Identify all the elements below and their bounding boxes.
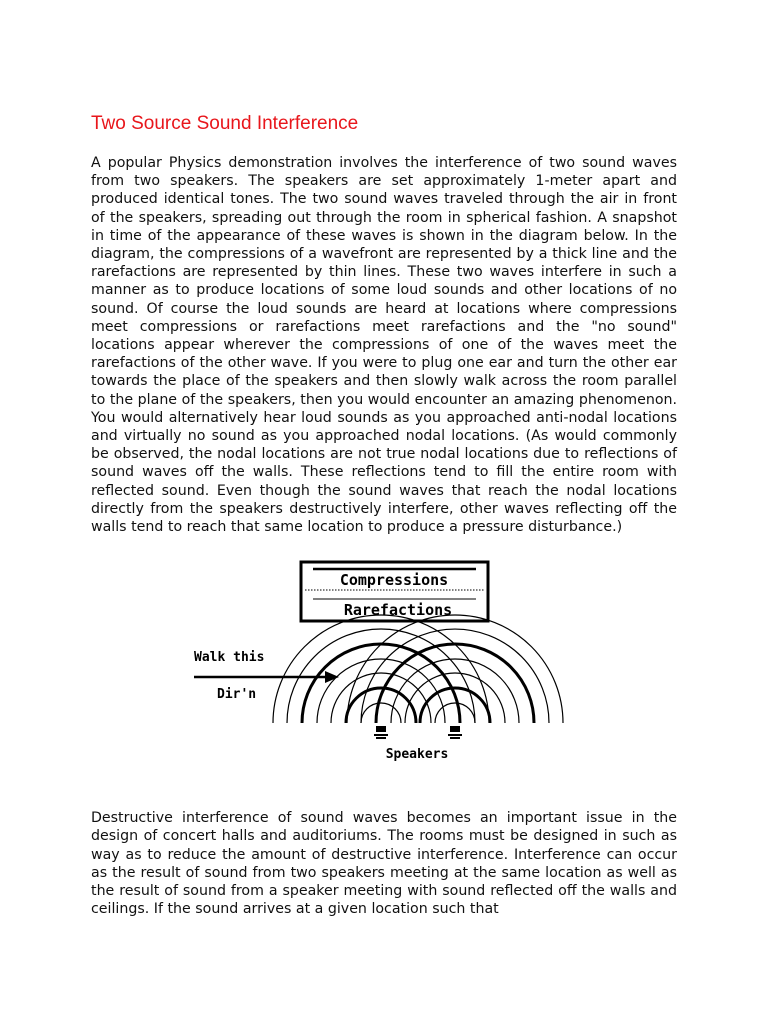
compression-arc-right: [376, 644, 534, 723]
speaker-left-icon: [374, 726, 388, 738]
body-paragraph-2: Destructive interference of sound waves becomes an important issue in the design of concert halls and auditoriums. The rooms must be designed in such as way as to reduce the amount of destructive interference. Interference can occur as the result of sound from two speakers meeting at the same location as well as the result of sound from a speaker meeting with sound reflected off the walls and ceilings. If the sound arrives at a given location such that: [91, 810, 677, 918]
rarefaction-arc-right: [347, 615, 563, 723]
rarefaction-arc-right: [435, 703, 475, 723]
arrow-label-line2: Dir'n: [217, 687, 257, 703]
diagram-svg: [91, 558, 677, 798]
arrow-label-line1: Walk this: [194, 650, 265, 666]
interference-diagram: [91, 558, 677, 798]
body-paragraph: A popular Physics demonstration involves the interference of two sound waves from two speakers. The speakers are set approximately 1-meter apart and produced identical tones. The two sound waves traveled through the air in front of the speakers, spreading out through the room in spherical fashion. A snapshot in time of the appearance of these waves is shown in the diagram below. In the diagram, the compressions of a wavefront are represented by a thick line and the rarefactions are represented by thin lines. These two waves interfere in such a manner as to produce locations of some loud sounds and other locations of no sound. Of course the loud sounds are heard at locations where compressions meet compressions or rarefactions meet rarefactions and the "no sound" locations appear wherever the compressions of one of the waves meet the rarefactions of the other wave. If you were to plug one ear and turn the other ear towards the place of the speakers and then slowly walk across the room parallel to the plane of the speakers, then you would encounter an amazing phenomenon. You would alternatively hear loud sounds as you approached anti-nodal locations and virtually no sound as you approached nodal locations. (As would commonly be observed, the nodal locations are not true nodal locations due to reflections of sound waves off the walls. These reflections tend to fill the entire room with reflected sound. Even though the sound waves that reach the nodal locations directly from the speakers destructively interfere, other waves reflecting off the walls tend to reach that same location to produce a pressure disturbance.): [91, 155, 677, 536]
rarefaction-arc-left: [317, 659, 445, 723]
document-page: [91, 112, 677, 918]
rarefaction-arc-left: [361, 703, 401, 723]
rarefaction-arc-right: [391, 659, 519, 723]
speakers-label: Speakers: [385, 747, 449, 763]
wave-fronts: [273, 615, 563, 723]
legend-rarefactions-label: Rarefactions: [343, 601, 453, 620]
page-title: Two Source Sound Interference: [91, 113, 359, 134]
speaker-right-icon: [448, 726, 462, 738]
rarefaction-arc-left: [273, 615, 489, 723]
legend-compressions-label: Compressions: [339, 571, 449, 590]
compression-arc-left: [302, 644, 460, 723]
